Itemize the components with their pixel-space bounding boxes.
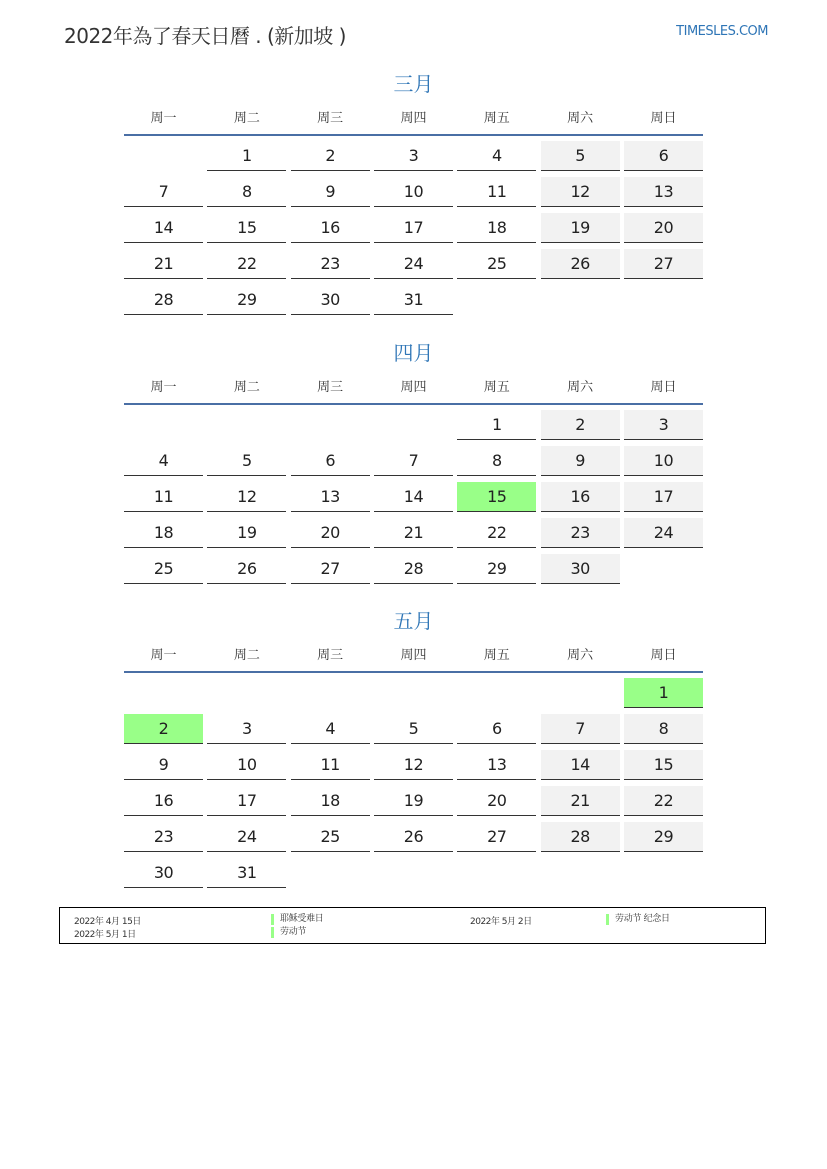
day-cell: 9 [291, 177, 370, 207]
day-cell: 17 [207, 786, 286, 816]
weekday-label: 周二 [233, 647, 260, 663]
empty-cell [624, 554, 703, 584]
day-cell: 16 [541, 482, 620, 512]
legend-date: 2022年 4月 15日 [74, 917, 141, 927]
weekday-label: 周五 [483, 647, 510, 663]
day-cell: 4 [291, 714, 370, 744]
empty-cell [541, 285, 620, 315]
day-cell: 20 [624, 213, 703, 243]
day-cell: 27 [291, 554, 370, 584]
day-cell: 20 [291, 518, 370, 548]
day-cell: 11 [457, 177, 536, 207]
empty-cell [207, 678, 286, 708]
weekday-label: 周六 [567, 110, 594, 126]
day-cell: 23 [541, 518, 620, 548]
weekday-label: 周日 [650, 379, 677, 395]
day-cell: 14 [374, 482, 453, 512]
day-cell: 11 [291, 750, 370, 780]
month-march [124, 70, 703, 315]
day-cell: 27 [624, 249, 703, 279]
day-cell: 1 [457, 410, 536, 440]
month-title: 四月 [393, 341, 434, 365]
weekday-header [124, 98, 703, 134]
day-cell: 22 [624, 786, 703, 816]
weekday-label: 周二 [233, 379, 260, 395]
weekday-label: 周三 [317, 647, 344, 663]
empty-cell [124, 678, 203, 708]
day-cell: 29 [624, 822, 703, 852]
weekday-label: 周六 [567, 647, 594, 663]
day-cell: 17 [624, 482, 703, 512]
day-cell: 22 [207, 249, 286, 279]
month-title: 三月 [393, 72, 434, 96]
day-cell: 16 [291, 213, 370, 243]
empty-cell [207, 410, 286, 440]
empty-cell [541, 858, 620, 888]
empty-cell [541, 678, 620, 708]
weekday-label: 周四 [400, 110, 427, 126]
month-title: 五月 [393, 609, 434, 633]
day-cell: 30 [541, 554, 620, 584]
empty-cell [457, 858, 536, 888]
day-cell: 25 [291, 822, 370, 852]
day-cell: 30 [291, 285, 370, 315]
day-cell: 3 [624, 410, 703, 440]
day-cell: 5 [541, 141, 620, 171]
day-cell: 7 [374, 446, 453, 476]
legend-holiday-name: 劳动节 纪念日 [606, 914, 670, 925]
day-cell: 27 [457, 822, 536, 852]
day-cell: 24 [374, 249, 453, 279]
day-cell: 19 [541, 213, 620, 243]
weekday-label: 周三 [317, 379, 344, 395]
days-grid [124, 141, 703, 315]
day-cell: 7 [124, 177, 203, 207]
day-cell: 16 [124, 786, 203, 816]
day-cell: 31 [374, 285, 453, 315]
header-rule [124, 403, 703, 405]
weekday-label: 周一 [150, 110, 177, 126]
day-cell: 4 [457, 141, 536, 171]
weekday-label: 周六 [567, 379, 594, 395]
header-rule [124, 671, 703, 673]
day-cell: 9 [124, 750, 203, 780]
legend-holiday-name: 劳动节 [271, 927, 306, 938]
day-cell: 13 [291, 482, 370, 512]
header-rule [124, 134, 703, 136]
empty-cell [291, 858, 370, 888]
day-cell: 26 [207, 554, 286, 584]
day-cell: 30 [124, 858, 203, 888]
holiday-legend [59, 907, 766, 944]
day-cell: 5 [207, 446, 286, 476]
weekday-label: 周五 [483, 379, 510, 395]
day-cell: 2 [541, 410, 620, 440]
day-cell: 20 [457, 786, 536, 816]
day-cell: 28 [374, 554, 453, 584]
legend-date: 2022年 5月 1日 [74, 930, 136, 940]
day-cell: 10 [374, 177, 453, 207]
day-cell: 18 [124, 518, 203, 548]
legend-date: 2022年 5月 2日 [470, 917, 532, 927]
day-cell: 21 [374, 518, 453, 548]
day-cell: 10 [207, 750, 286, 780]
day-cell: 19 [207, 518, 286, 548]
day-cell: 7 [541, 714, 620, 744]
day-cell: 12 [207, 482, 286, 512]
day-cell: 6 [457, 714, 536, 744]
holiday-day-cell: 1 [624, 678, 703, 708]
day-cell: 21 [541, 786, 620, 816]
empty-cell [124, 141, 203, 171]
day-cell: 3 [374, 141, 453, 171]
empty-cell [291, 410, 370, 440]
empty-cell [291, 678, 370, 708]
weekday-label: 周日 [650, 110, 677, 126]
day-cell: 14 [541, 750, 620, 780]
weekday-label: 周一 [150, 379, 177, 395]
weekday-label: 周日 [650, 647, 677, 663]
day-cell: 2 [291, 141, 370, 171]
day-cell: 24 [207, 822, 286, 852]
weekday-header [124, 367, 703, 403]
empty-cell [457, 285, 536, 315]
empty-cell [124, 410, 203, 440]
empty-cell [374, 410, 453, 440]
day-cell: 8 [624, 714, 703, 744]
day-cell: 28 [124, 285, 203, 315]
empty-cell [624, 285, 703, 315]
day-cell: 11 [124, 482, 203, 512]
day-cell: 3 [207, 714, 286, 744]
day-cell: 17 [374, 213, 453, 243]
day-cell: 31 [207, 858, 286, 888]
day-cell: 29 [457, 554, 536, 584]
day-cell: 6 [291, 446, 370, 476]
weekday-label: 周四 [400, 647, 427, 663]
day-cell: 25 [124, 554, 203, 584]
day-cell: 10 [624, 446, 703, 476]
day-cell: 5 [374, 714, 453, 744]
day-cell: 29 [207, 285, 286, 315]
weekday-label: 周三 [317, 110, 344, 126]
weekday-label: 周一 [150, 647, 177, 663]
days-grid [124, 410, 703, 584]
empty-cell [374, 858, 453, 888]
day-cell: 19 [374, 786, 453, 816]
empty-cell [457, 678, 536, 708]
day-cell: 26 [541, 249, 620, 279]
day-cell: 25 [457, 249, 536, 279]
day-cell: 8 [207, 177, 286, 207]
day-cell: 1 [207, 141, 286, 171]
day-cell: 9 [541, 446, 620, 476]
month-may [124, 607, 703, 888]
day-cell: 18 [291, 786, 370, 816]
day-cell: 14 [124, 213, 203, 243]
day-cell: 23 [124, 822, 203, 852]
day-cell: 22 [457, 518, 536, 548]
day-cell: 12 [541, 177, 620, 207]
weekday-label: 周五 [483, 110, 510, 126]
day-cell: 13 [624, 177, 703, 207]
holiday-day-cell: 2 [124, 714, 203, 744]
month-april [124, 339, 703, 584]
day-cell: 18 [457, 213, 536, 243]
empty-cell [374, 678, 453, 708]
weekday-label: 周四 [400, 379, 427, 395]
day-cell: 4 [124, 446, 203, 476]
day-cell: 15 [624, 750, 703, 780]
day-cell: 13 [457, 750, 536, 780]
day-cell: 6 [624, 141, 703, 171]
day-cell: 15 [207, 213, 286, 243]
holiday-day-cell: 15 [457, 482, 536, 512]
page-title: 2022年為了春天日曆 . (新加坡 ) [64, 24, 346, 48]
day-cell: 24 [624, 518, 703, 548]
weekday-label: 周二 [233, 110, 260, 126]
day-cell: 8 [457, 446, 536, 476]
empty-cell [624, 858, 703, 888]
day-cell: 12 [374, 750, 453, 780]
day-cell: 26 [374, 822, 453, 852]
day-cell: 23 [291, 249, 370, 279]
site-link[interactable]: TIMESLES.COM [676, 24, 768, 39]
legend-holiday-name: 耶稣受难日 [271, 914, 324, 925]
days-grid [124, 678, 703, 888]
day-cell: 28 [541, 822, 620, 852]
day-cell: 21 [124, 249, 203, 279]
weekday-header [124, 635, 703, 671]
